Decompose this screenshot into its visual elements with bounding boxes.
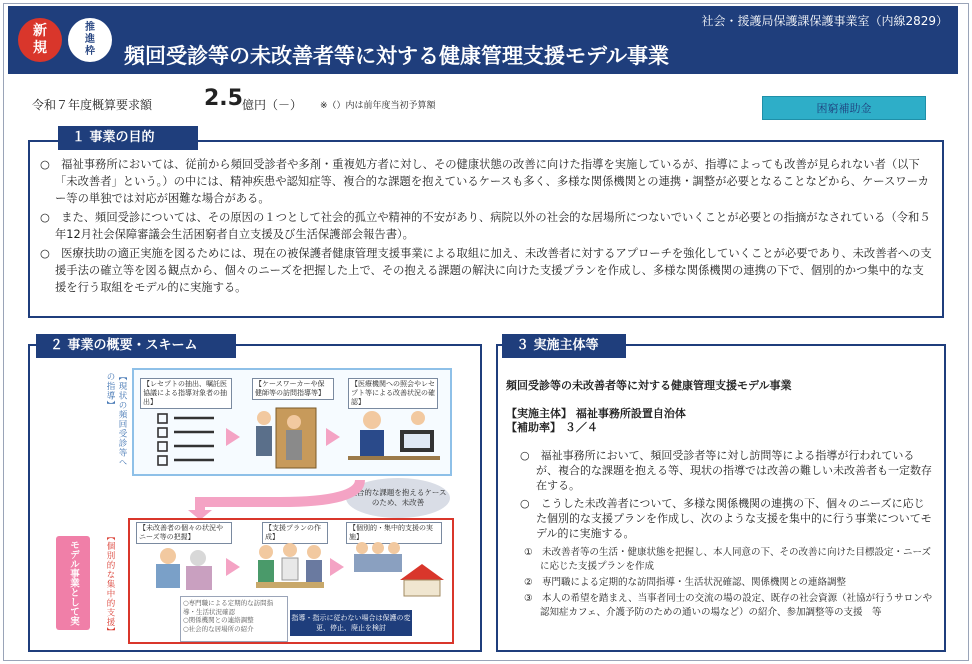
- caregiver-illustration: [146, 544, 220, 594]
- flow-arrow-icon: [226, 428, 240, 446]
- header-banner: [8, 6, 958, 74]
- budget-value: 2.5: [204, 86, 243, 111]
- purpose-paragraph: ○ 福祉事務所においては、従前から頻回受診者や多剤・重複処方者に対し、その健康状態の改善に向けた指導を実施しているが、指導によっても改善が見られない者（以下「未改善者」という。）の中には、精神疾患や認知症等、複合的な課題を抱えているケースも多く、多様な関係機関との連携・調整が必要となることなどから、ケースワーカー等の単独では対応が困難な場合がある。: [40, 158, 929, 205]
- flow-arrow-icon: [226, 558, 240, 576]
- section-purpose-heading: １ 事業の目的: [58, 126, 198, 150]
- page-title: 頻回受診等の未改善者等に対する健康管理支援モデル事業: [124, 44, 669, 68]
- community-support-illustration: [350, 538, 446, 598]
- implementer-subpoint: ② 専門職による定期的な訪問指導・生活状況確認、関係機関との連絡調整: [524, 577, 847, 588]
- checklist-icon: [156, 412, 218, 466]
- budget-label: 令和７年度概算要求額: [32, 98, 153, 112]
- step-visit-label: 【ケースワーカーや保健師等の訪問指導等】: [252, 378, 334, 400]
- subsidy-rate: 【補助率】 ３／４: [506, 421, 598, 434]
- implementer-subpoint: ① 未改善者等の生活・健康状態を把握し、本人同意の下、その改善に向けた目標設定・ニーズに応じた支援プランを作成: [524, 547, 932, 572]
- section-implementer-heading: ３ 実施主体等: [502, 334, 626, 358]
- flow-arrow-icon: [326, 428, 340, 446]
- complex-issue-callout: 複合的な課題を抱えるケースのため、未改善: [346, 478, 450, 518]
- medical-office-illustration: [348, 404, 440, 468]
- step-assess-label: 【未改善者の個々の状況やニーズ等の把握】: [136, 522, 232, 544]
- push-badge-text: 推進枠: [85, 22, 95, 57]
- intensive-support-label: 【個別的な集中的支援】: [105, 532, 115, 637]
- push-frame-badge: [68, 18, 112, 62]
- support-note-box: ○専門職による定期的な訪問指導・生活状況確認 ○関係機関との連絡調整 ○社会的な居場所の紹介: [180, 596, 288, 642]
- budget-note: ※（）内は前年度当初予算額: [320, 101, 436, 111]
- implementer-point: ○ 福祉事務所において、頻回受診者等に対し訪問等による指導が行われているが、複合的な課題を抱える等、現状の指導では改善の難しい未改善者も一定数存在する。: [520, 449, 932, 492]
- implementer-point: ○ こうした未改善者について、多様な関係機関の連携の下、個々のニーズに応じた個別的な支援プランを作成し、次のような支援を集中的に行う事業についてモデル的に実施する。: [520, 497, 932, 540]
- sanction-box: 指導・指示に従わない場合は保護の変更、停止、廃止を検討: [290, 610, 412, 636]
- support-plan-meeting-illustration: [252, 540, 328, 594]
- subsidy-badge: 困窮補助金: [762, 96, 926, 120]
- purpose-paragraph: ○ また、頻回受診については、その原因の１つとして社会的孤立や精神的不安があり、病院以外の社会的な居場所につないでいくことが必要との指摘がなされている（令和５年12月社会保障審議会生活困窮者自立支援及び生活保護部会報告書）。: [40, 211, 931, 241]
- project-title: 頻回受診等の未改善者等に対する健康管理支援モデル事業: [506, 379, 792, 392]
- implementer-subpoint: ③ 本人の希望を踏まえ、当事者同士の交流の場の設定、既存の社会資源（社協が行うサロンや認知症カフェ、介護予防のための通いの場など）の紹介、参加調整等の支援 等: [524, 593, 933, 618]
- step-extract-label: 【レセプトの抽出、嘱託医協議による指導対象者の抽出】: [140, 378, 232, 409]
- new-badge: [18, 18, 62, 62]
- current-guidance-label: 【現状の頻回受診等への指導】: [105, 372, 127, 467]
- step-support-label: 【個別的・集中的支援の実施】: [346, 522, 442, 544]
- new-badge-text: 新規: [33, 23, 47, 56]
- escalation-arrow-icon: [170, 476, 370, 520]
- office-contact: 社会・援護局保護課保護事業室（内線2829）: [701, 14, 948, 28]
- implementer-entity: 【実施主体】 福祉事務所設置自治体: [506, 407, 686, 420]
- model-project-pill: モデル事業として実施: [56, 536, 90, 630]
- section-purpose-body: [40, 156, 935, 298]
- purpose-paragraph: ○ 医療扶助の適正実施を図るためには、現在の被保護者健康管理支援事業による取組に加え、未改善者に対するアプローチを強化していくことが必要であり、未改善者への支援手法の確立等を図る観点から、個々のニーズを把握した上で、その抱える課題の解決に向けた支援プランを作成し、多様な関係機関の連携の下で、個別的かつ集中的な支援を行う取組をモデル的に実施する。: [40, 247, 932, 294]
- flow-arrow-icon: [330, 558, 344, 576]
- section-scheme-heading: ２ 事業の概要・スキーム: [36, 334, 236, 358]
- step-plan-label: 【支援プランの作成】: [262, 522, 328, 544]
- budget-unit: 億円（－）: [242, 98, 303, 112]
- step-confirm-label: 【医療機関への照会やレセプト等による改善状況の確認】: [348, 378, 438, 409]
- home-visit-illustration: [250, 404, 320, 470]
